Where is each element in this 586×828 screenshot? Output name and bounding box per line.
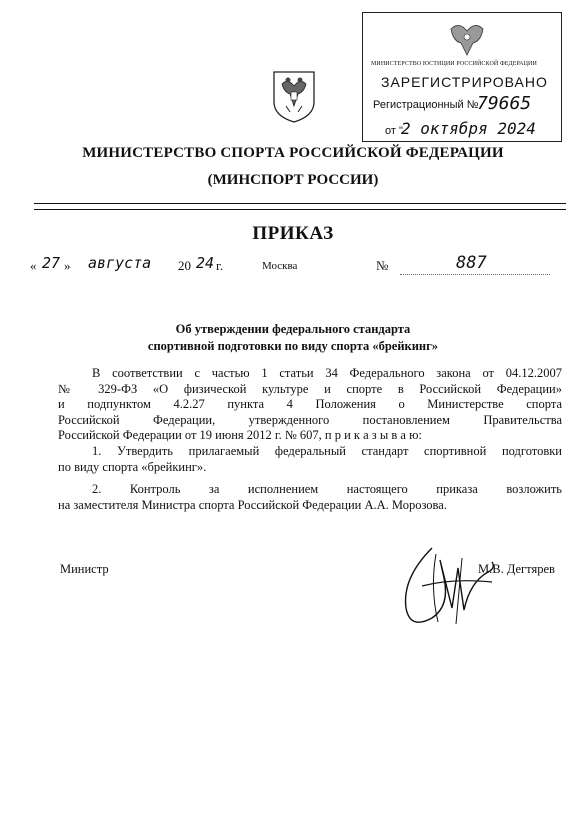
stamp-date-value: 2 октября 2024 xyxy=(401,119,536,138)
paragraph-item-2 xyxy=(58,482,562,513)
header-divider-thin xyxy=(34,209,566,210)
item-2-line-1: 2. Контроль за исполнением настоящего приказа возложить xyxy=(92,482,562,496)
item-1-line-2: по виду спорта «брейкинг». xyxy=(58,459,207,474)
signer-name: М.В. Дегтярев xyxy=(478,562,555,576)
order-heading-line2: спортивной подготовки по виду спорта «брейкинг» xyxy=(147,339,439,353)
stamp-emblem-icon xyxy=(443,19,491,59)
stamp-reg-no: 79665 xyxy=(477,93,532,114)
handwritten-signature xyxy=(392,538,502,634)
preamble-line-3: и подпунктом 4.2.27 пункта 4 Положения о Министерстве спорта xyxy=(58,397,562,411)
order-heading-line1: Об утверждении федерального стандарта xyxy=(175,322,411,336)
stamp-reg-no-label: Регистрационный № xyxy=(373,99,479,111)
number-underline xyxy=(400,274,550,275)
date-month: августа xyxy=(88,254,152,272)
date-close-quote: » xyxy=(64,258,71,273)
ministry-short-title: (МИНСПОРТ РОССИИ) xyxy=(207,172,379,188)
item-2-line-2: на заместителя Министра спорта Российской Федерации А.А. Морозова. xyxy=(58,497,447,512)
date-day: 27 xyxy=(42,254,61,272)
order-number: 887 xyxy=(456,253,487,273)
stamp-registered: ЗАРЕГИСТРИРОВАНО xyxy=(381,74,548,90)
header-divider xyxy=(34,203,566,204)
document-type: ПРИКАЗ xyxy=(252,223,334,244)
registration-stamp xyxy=(362,12,562,142)
item-1-line-1: 1. Утвердить прилагаемый федеральный стандарт спортивной подготовки xyxy=(92,444,562,458)
signer-position: Министр xyxy=(60,562,109,576)
paragraph-preamble xyxy=(58,366,562,444)
preamble-line-5: Российской Федерации от 19 июня 2012 г. № 607, п р и к а з ы в а ю: xyxy=(58,428,422,442)
paragraph-item-1 xyxy=(58,444,562,475)
preamble-line-1: В соответствии с частью 1 статьи 34 Федерального закона от 04.12.2007 xyxy=(92,366,562,380)
preamble-line-4: Российской Федерации, утвержденного постановлением Правительства xyxy=(58,412,562,427)
date-year-prefix: 20 xyxy=(178,258,191,273)
city: Москва xyxy=(262,260,298,272)
stamp-date-label: от " xyxy=(385,125,403,137)
ministry-title: МИНИСТЕРСТВО СПОРТА РОССИЙСКОЙ ФЕДЕРАЦИИ xyxy=(82,145,504,161)
date-open-quote: « xyxy=(30,258,37,273)
state-emblem-icon xyxy=(268,66,320,124)
date-year-word: г. xyxy=(216,258,224,273)
preamble-line-2: № 329-ФЗ «О физической культуре и спорте в Российской Федерации» xyxy=(58,381,562,396)
number-label: № xyxy=(376,258,389,273)
stamp-ministry: МИНИСТЕРСТВО ЮСТИЦИИ РОССИЙСКОЙ ФЕДЕРАЦИИ xyxy=(371,61,537,67)
date-year-suffix: 24 xyxy=(196,254,215,272)
